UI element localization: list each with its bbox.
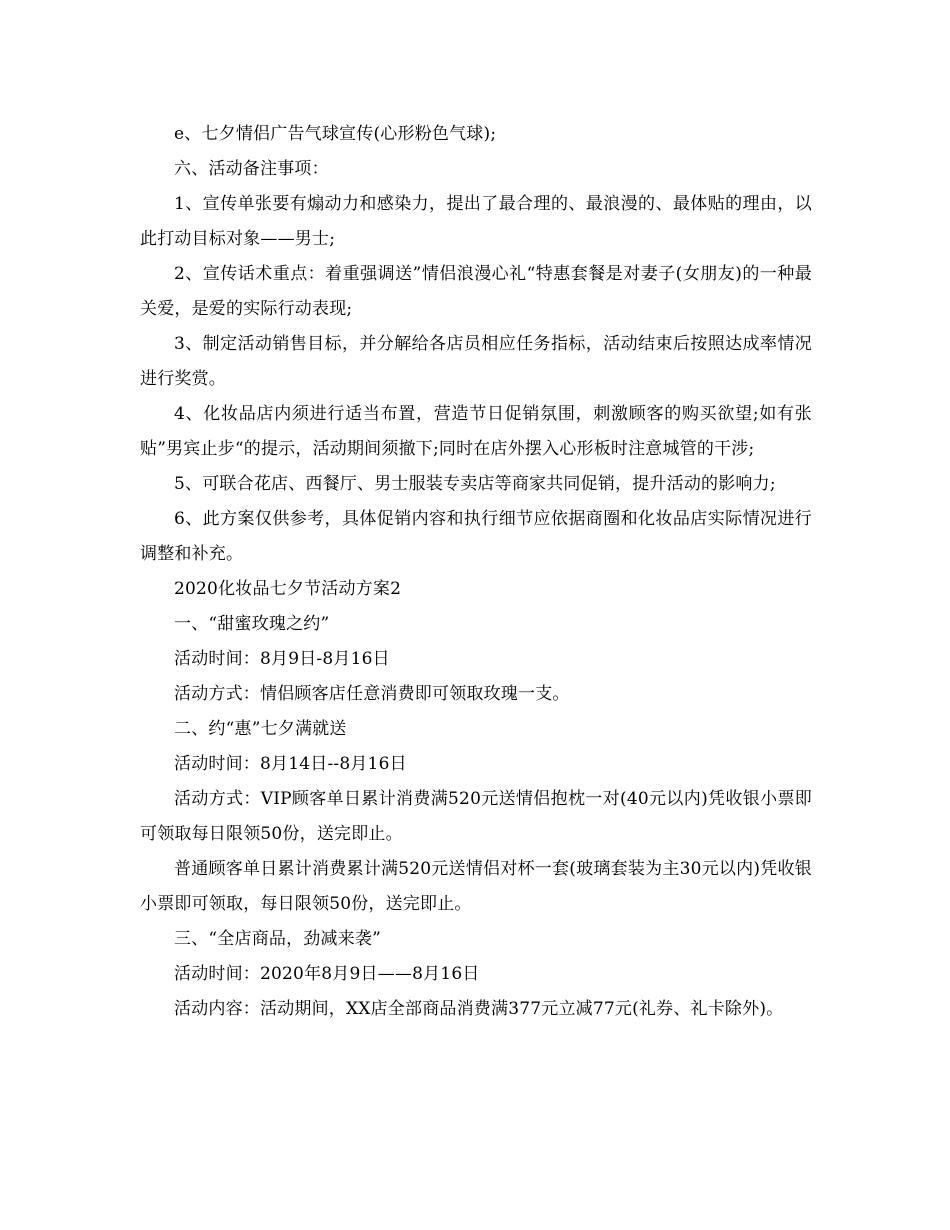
paragraph-gift-time: 活动时间：8月14日--8月16日 bbox=[174, 754, 407, 774]
paragraph-discount-time: 活动时间：2020年8月9日——8月16日 bbox=[174, 964, 480, 984]
paragraph-note-2: 2、宣传话术重点：着重强调送”情侣浪漫心礼“特惠套餐是对妻子(女朋友)的一种最关爱，是爱的实际行动表现; bbox=[140, 264, 812, 319]
paragraph-note-6: 6、此方案仅供参考，具体促销内容和执行细节应依据商圈和化妆品店实际情况进行调整和补充。 bbox=[140, 509, 812, 564]
paragraph-discount-content: 活动内容：活动期间，XX店全部商品消费满377元立减77元(礼券、礼卡除外)。 bbox=[174, 999, 784, 1019]
paragraph-rose-method: 活动方式：情侣顾客店任意消费即可领取玫瑰一支。 bbox=[174, 684, 570, 704]
paragraph-balloon-promo: e、七夕情侣广告气球宣传(心形粉色气球); bbox=[174, 124, 497, 144]
paragraph-note-4: 4、化妆品店内须进行适当布置，营造节日促销氛围，刺激顾客的购买欲望;如有张贴”男宾止步“的提示，活动期间须撤下;同时在店外摆入心形板时注意城管的干涉; bbox=[140, 404, 812, 459]
paragraph-vip-method: 活动方式：VIP顾客单日累计消费满520元送情侣抱枕一对(40元以内)凭收银小票即可领取每日限领50份，送完即止。 bbox=[140, 789, 812, 844]
document-body bbox=[140, 117, 812, 1027]
section-title-plan-2: 2020化妆品七夕节活动方案2 bbox=[174, 579, 402, 599]
paragraph-note-3: 3、制定活动销售目标，并分解给各店员相应任务指标，活动结束后按照达成率情况进行奖赏。 bbox=[140, 334, 812, 389]
paragraph-rose-time: 活动时间：8月9日-8月16日 bbox=[174, 649, 390, 669]
heading-store-discount: 三、“全店商品，劲减来袭” bbox=[174, 929, 381, 949]
heading-spend-gift: 二、约“惠”七夕满就送 bbox=[174, 719, 347, 739]
heading-sweet-rose: 一、“甜蜜玫瑰之约” bbox=[174, 614, 330, 634]
heading-activity-notes: 六、活动备注事项： bbox=[174, 159, 329, 179]
paragraph-note-1: 1、宣传单张要有煽动力和感染力，提出了最合理的、最浪漫的、最体贴的理由，以此打动目标对象——男士; bbox=[140, 194, 812, 249]
paragraph-regular-method: 普通顾客单日累计消费累计满520元送情侣对杯一套(玻璃套装为主30元以内)凭收银小票即可领取，每日限领50份，送完即止。 bbox=[140, 859, 812, 914]
paragraph-note-5: 5、可联合花店、西餐厅、男士服装专卖店等商家共同促销，提升活动的影响力; bbox=[174, 474, 776, 494]
